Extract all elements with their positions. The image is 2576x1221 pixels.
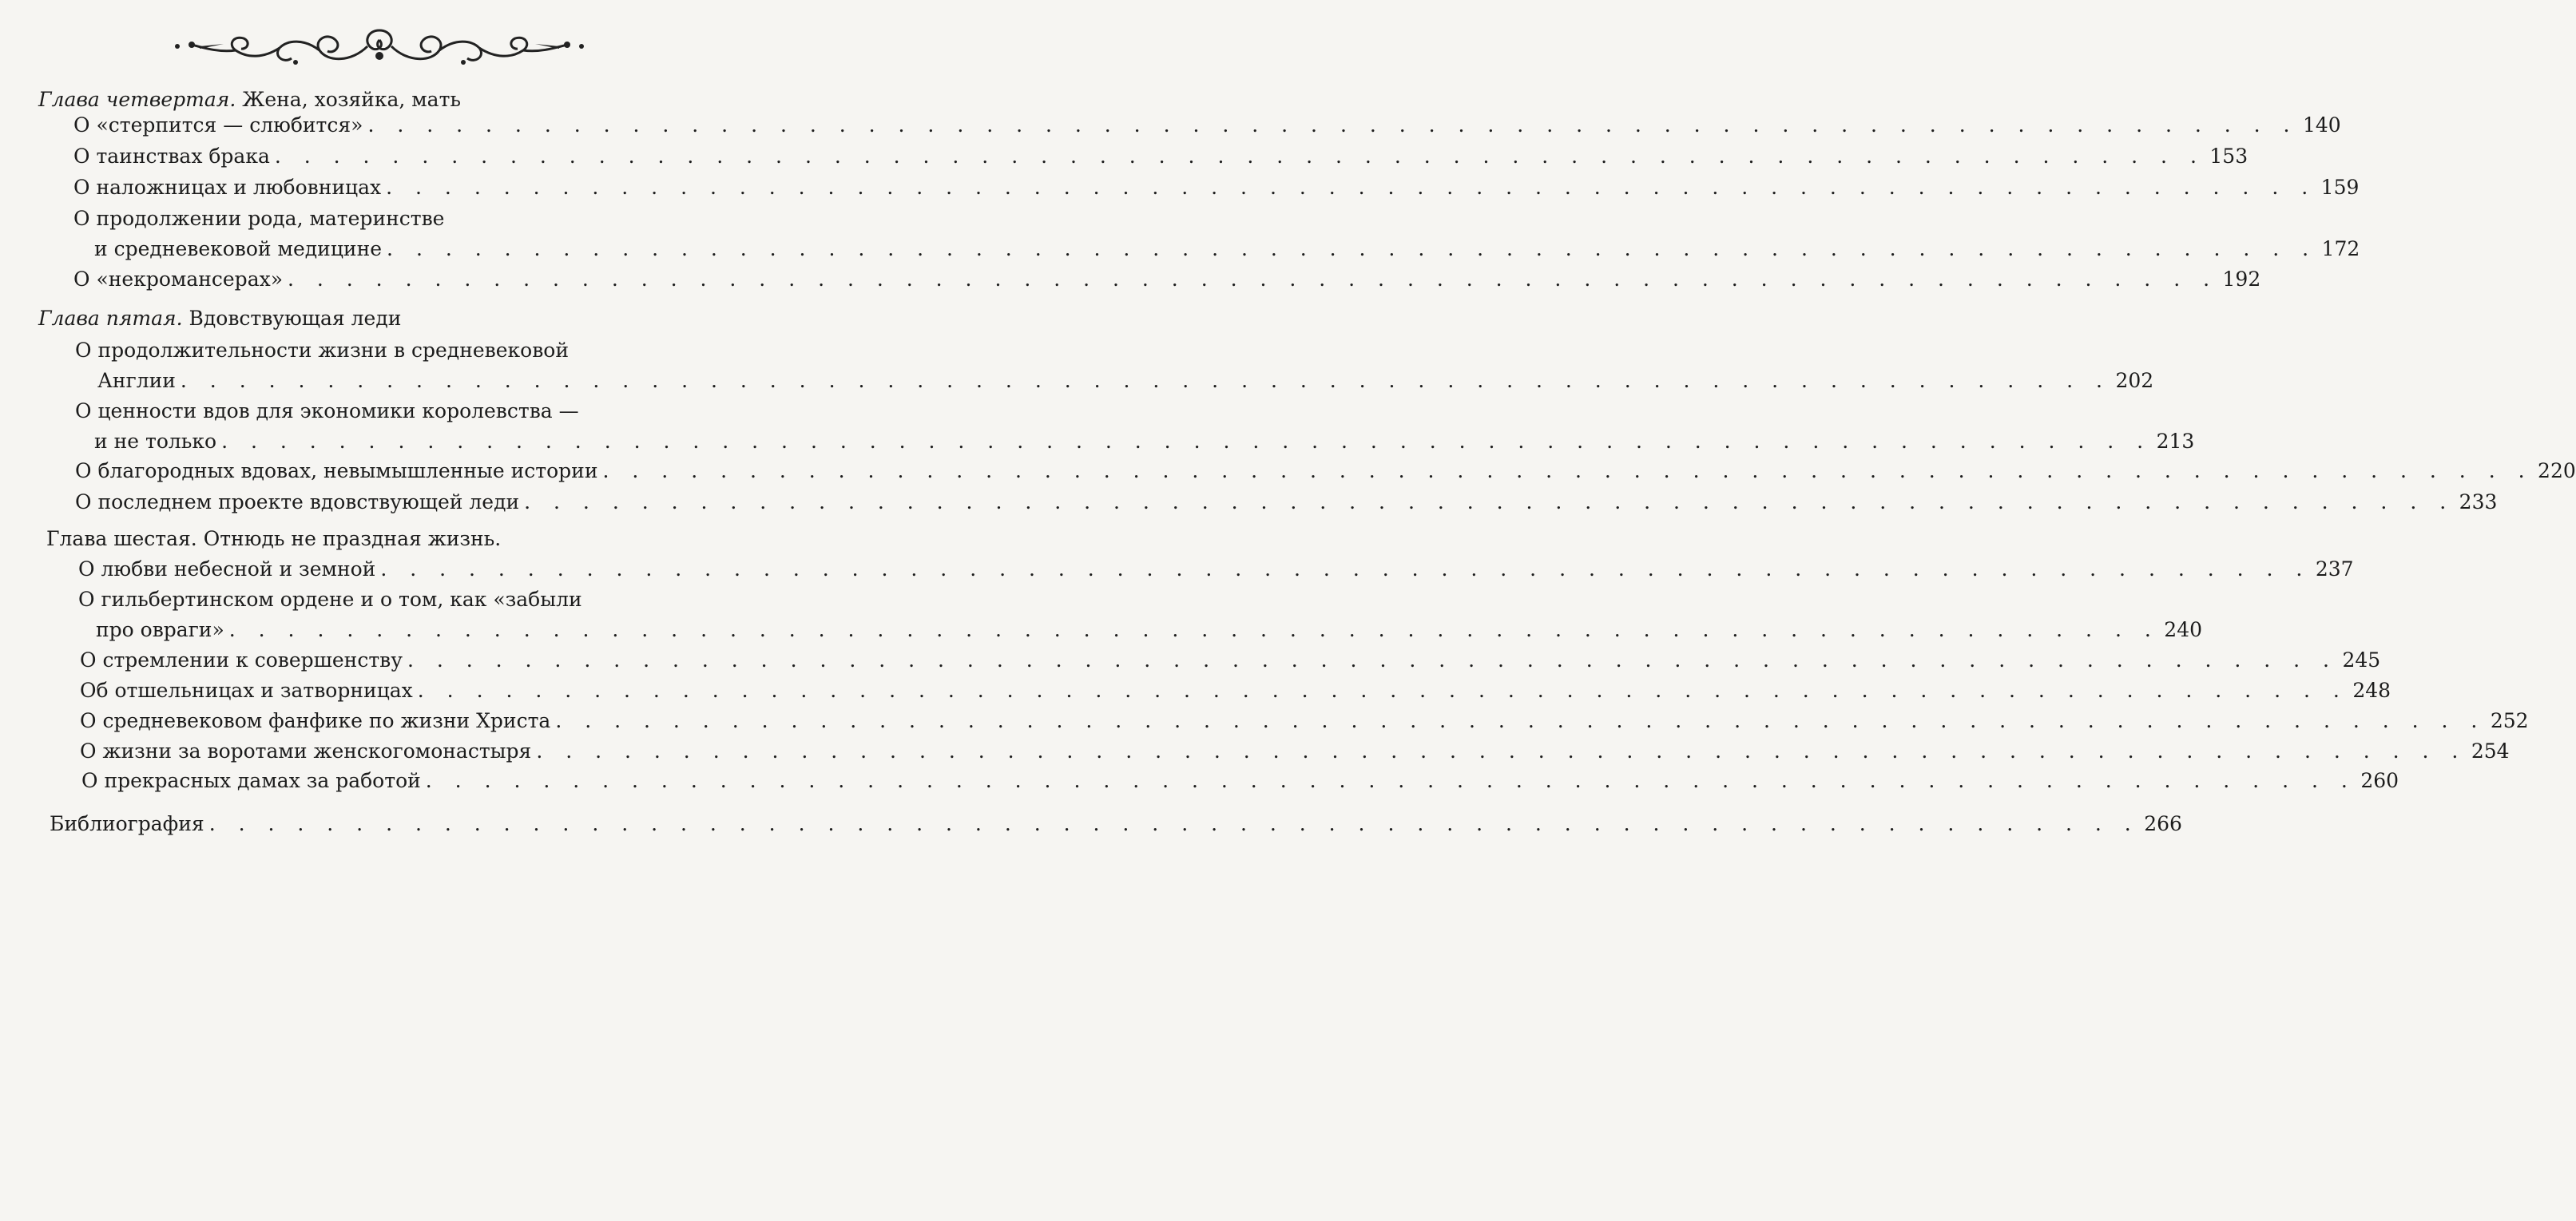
entry-page-number: 233 [2459, 490, 2498, 513]
entry-page-number: 260 [2360, 769, 2399, 792]
toc-entry-bibliography[interactable] [50, 812, 2182, 835]
toc-entry[interactable] [80, 648, 2381, 672]
toc-entry[interactable] [80, 709, 2529, 732]
dot-leader: . . . . . . . . . . . . . . . . . . . . . . . . . . . . . . . . . . . . . . . . . . . . . . . . . . . . . . . . . . . . . . . . . . [208, 812, 2140, 835]
dot-leader: . . . . . . . . . . . . . . . . . . . . . . . . . . . . . . . . . . . . . . . . . . . . . . . . . . . . . . . . . . . . . . . . . . [274, 145, 2205, 168]
chapter-title: Отнюдь не праздная жизнь. [203, 527, 502, 550]
entry-title: про овраги» [96, 618, 224, 641]
entry-page-number: 254 [2471, 739, 2510, 763]
entry-title: О благородных вдовах, невымышленные истории [75, 459, 598, 482]
dot-leader: . . . . . . . . . . . . . . . . . . . . . . . . . . . . . . . . . . . . . . . . . . . . . . . . . . . . . . . . . . . . . . . . . . [524, 490, 2455, 513]
chapter-heading [38, 307, 401, 330]
toc-entry[interactable] [94, 237, 2360, 260]
toc-entry[interactable] [73, 145, 2249, 168]
entry-title: и средневековой медицине [94, 237, 383, 260]
entry-title-line1[interactable]: О продолжении рода, материнстве [73, 207, 445, 230]
entry-title: О таинствах брака [73, 145, 270, 168]
toc-entry[interactable] [80, 679, 2391, 702]
entry-page-number: 245 [2342, 648, 2381, 672]
entry-title: О последнем проекте вдовствующей леди [75, 490, 520, 513]
entry-page-number: 266 [2144, 812, 2182, 835]
entry-page-number: 172 [2321, 237, 2360, 260]
entry-page-number: 202 [2115, 369, 2154, 392]
dot-leader: . . . . . . . . . . . . . . . . . . . . . . . . . . . . . . . . . . . . . . . . . . . . . . . . . . . . . . . . . . . . . . . . . . [367, 113, 2298, 137]
entry-title: Об отшельницах и затворницах [80, 679, 413, 702]
chapter-heading [38, 88, 461, 111]
entry-page-number: 153 [2209, 145, 2249, 168]
dot-leader: . . . . . . . . . . . . . . . . . . . . . . . . . . . . . . . . . . . . . . . . . . . . . . . . . . . . . . . . . . . . . . . . . . [602, 459, 2534, 482]
dot-leader: . . . . . . . . . . . . . . . . . . . . . . . . . . . . . . . . . . . . . . . . . . . . . . . . . . . . . . . . . . . . . . . . . . [417, 679, 2348, 702]
entry-title: О «некромансерах» [73, 268, 283, 291]
entry-page-number: 159 [2320, 176, 2360, 199]
entry-page-number: 220 [2538, 459, 2576, 482]
toc-entry[interactable] [75, 459, 2576, 482]
entry-title: О стремлении к совершенству [80, 648, 403, 672]
chapter-title: Жена, хозяйка, мать [242, 88, 462, 111]
chapter-label: Глава шестая. [46, 527, 197, 550]
entry-page-number: 140 [2302, 113, 2341, 137]
entry-title: и не только [94, 430, 217, 453]
dot-leader: . . . . . . . . . . . . . . . . . . . . . . . . . . . . . . . . . . . . . . . . . . . . . . . . . . . . . . . . . . . . . . . . . . [228, 618, 2160, 641]
entry-title: Англии [97, 369, 176, 392]
toc-entry[interactable] [73, 113, 2341, 137]
dot-leader: . . . . . . . . . . . . . . . . . . . . . . . . . . . . . . . . . . . . . . . . . . . . . . . . . . . . . . . . . . . . . . . . . . [221, 430, 2152, 453]
dot-leader: . . . . . . . . . . . . . . . . . . . . . . . . . . . . . . . . . . . . . . . . . . . . . . . . . . . . . . . . . . . . . . . . . . [387, 237, 2317, 260]
entry-page-number: 252 [2490, 709, 2529, 732]
entry-title: Библиография [50, 812, 204, 835]
entry-page-number: 237 [2315, 557, 2354, 581]
chapter-title: Вдовствующая леди [189, 307, 402, 330]
chapter-heading [46, 527, 501, 550]
entry-page-number: 192 [2222, 268, 2261, 291]
entry-title: О прекрасных дамах за работой [81, 769, 421, 792]
chapter-label: Глава пятая. [38, 307, 183, 330]
entry-title-line1[interactable]: О ценности вдов для экономики королевства — [75, 399, 579, 422]
entry-title: О наложницах и любовницах [73, 176, 382, 199]
toc-entry[interactable] [80, 739, 2510, 763]
chapter-label: Глава четвертая. [38, 88, 236, 111]
dot-leader: . . . . . . . . . . . . . . . . . . . . . . . . . . . . . . . . . . . . . . . . . . . . . . . . . . . . . . . . . . . . . . . . . . [386, 176, 2316, 199]
decorative-ornament-header [168, 22, 591, 70]
entry-page-number: 248 [2352, 679, 2391, 702]
toc-entry[interactable] [96, 618, 2203, 641]
toc-entry[interactable] [94, 430, 2195, 453]
entry-title: О «стерпится — слюбится» [73, 113, 363, 137]
entry-page-number: 213 [2156, 430, 2195, 453]
dot-leader: . . . . . . . . . . . . . . . . . . . . . . . . . . . . . . . . . . . . . . . . . . . . . . . . . . . . . . . . . . . . . . . . . . [555, 709, 2486, 732]
toc-entry[interactable] [97, 369, 2154, 392]
toc-entry[interactable] [81, 769, 2399, 792]
toc-entry[interactable] [73, 176, 2360, 199]
toc-entry[interactable] [78, 557, 2354, 581]
toc-entry[interactable] [73, 268, 2261, 291]
dot-leader: . . . . . . . . . . . . . . . . . . . . . . . . . . . . . . . . . . . . . . . . . . . . . . . . . . . . . . . . . . . . . . . . . . [536, 739, 2467, 763]
dot-leader: . . . . . . . . . . . . . . . . . . . . . . . . . . . . . . . . . . . . . . . . . . . . . . . . . . . . . . . . . . . . . . . . . . [407, 648, 2338, 672]
toc-entry[interactable] [75, 490, 2498, 513]
dot-leader: . . . . . . . . . . . . . . . . . . . . . . . . . . . . . . . . . . . . . . . . . . . . . . . . . . . . . . . . . . . . . . . . . . [380, 557, 2311, 581]
entry-title: О средневековом фанфике по жизни Христа [80, 709, 551, 732]
entry-title-line1[interactable]: О продолжительности жизни в средневековой [75, 339, 569, 362]
entry-title: О любви небесной и земной [78, 557, 376, 581]
dot-leader: . . . . . . . . . . . . . . . . . . . . . . . . . . . . . . . . . . . . . . . . . . . . . . . . . . . . . . . . . . . . . . . . . . [425, 769, 2356, 792]
entry-title: О жизни за воротами женскогомонастыря [80, 739, 532, 763]
dot-leader: . . . . . . . . . . . . . . . . . . . . . . . . . . . . . . . . . . . . . . . . . . . . . . . . . . . . . . . . . . . . . . . . . . [288, 268, 2218, 291]
entry-title-line1[interactable]: О гильбертинском ордене и о том, как «забыли [78, 588, 582, 611]
entry-page-number: 240 [2164, 618, 2203, 641]
dot-leader: . . . . . . . . . . . . . . . . . . . . . . . . . . . . . . . . . . . . . . . . . . . . . . . . . . . . . . . . . . . . . . . . . . [180, 369, 2111, 392]
